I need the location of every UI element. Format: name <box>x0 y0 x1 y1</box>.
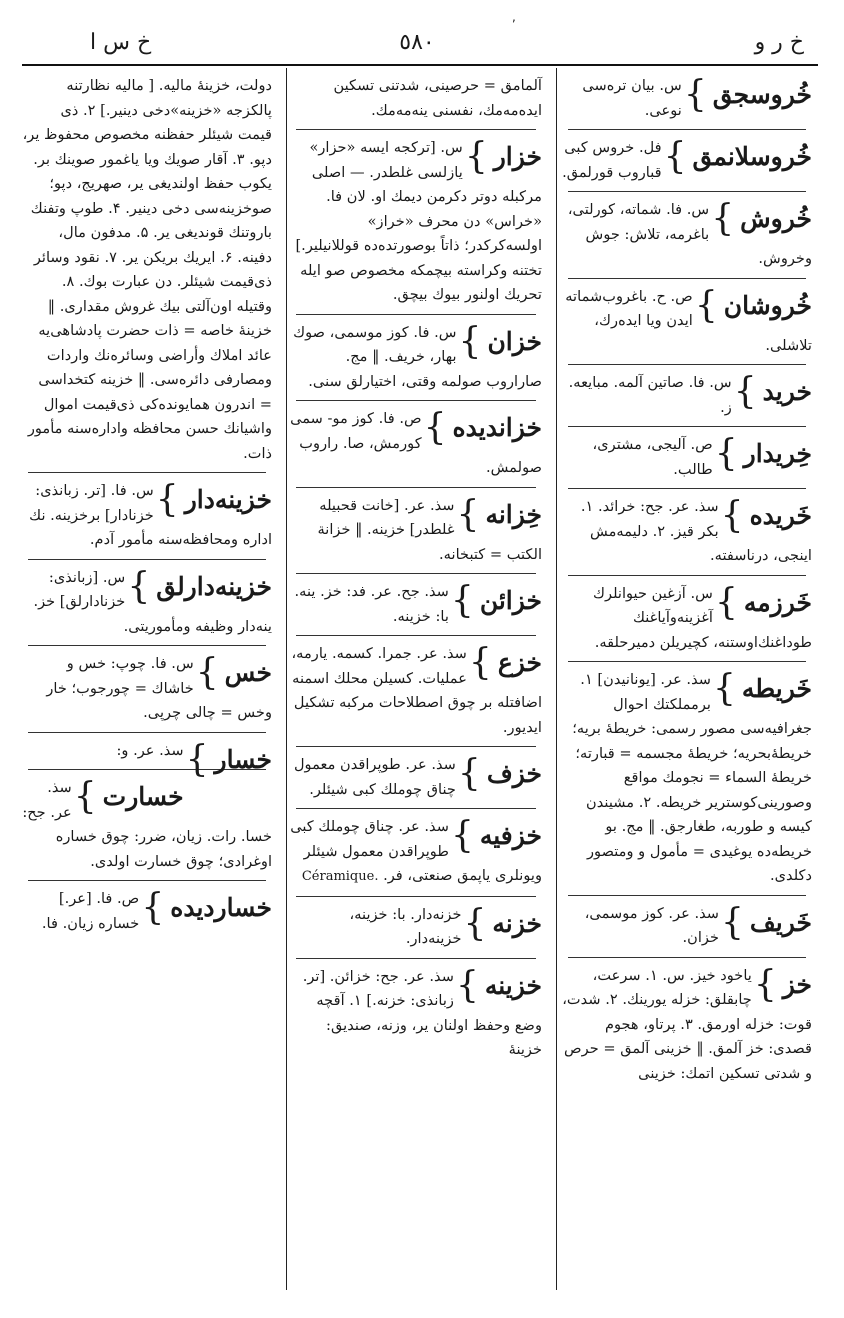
brace-glyph: } <box>721 901 744 943</box>
entry-headword: خُروسلانمق <box>692 142 812 171</box>
dictionary-entry <box>562 668 812 889</box>
dictionary-entry <box>562 198 812 272</box>
entry-separator <box>296 635 536 636</box>
dictionary-entry <box>290 965 542 1063</box>
entry-headword: خزاندیده <box>452 413 542 442</box>
entry-separator <box>568 364 806 365</box>
entry-headword: خزائن <box>479 586 542 615</box>
page-mark: , <box>512 10 516 24</box>
entry-separator <box>28 559 266 560</box>
dictionary-entry <box>22 566 272 640</box>
dictionary-entry <box>290 642 542 740</box>
dictionary-entry <box>562 74 812 123</box>
dictionary-entry <box>290 580 542 629</box>
entry-separator <box>568 957 806 958</box>
entry-headword: خسارت <box>102 782 184 811</box>
dictionary-entry <box>290 321 542 395</box>
entry-definition: س. [ترکجه ایسه «حزار» یازلسی غلطدر. — اصلی مرکبله دوتر دکرمن دیمك او. لان فا. «خراس» دن محرف «خراز» اولسه‌کرکدر؛ ذاتاً بوصورتده‌ده قوللانیلیر.] تختنه وکراسته بیچمکه مخصوص صو ایله تحریك اولنور بیوك بیچق. <box>295 139 542 303</box>
entry-headword: خَریده <box>749 501 812 530</box>
brace-glyph: } <box>455 964 479 1006</box>
entry-definition: س. بیان تره‌سی نوعی. <box>582 77 682 119</box>
brace-glyph: } <box>195 652 219 693</box>
brace-glyph: } <box>714 433 738 474</box>
brace-glyph: } <box>712 668 736 709</box>
dictionary-entry <box>562 371 812 420</box>
middle-column <box>284 68 548 1290</box>
entry-definition: سذ. عر. جمرا. کسمه. یارمه، عملیات. کسیلن محلك اسمنه اضافتله بر چوق اصطلاحات مرکبه تشکیل ایدیور. <box>291 645 542 736</box>
entry-separator <box>568 575 806 576</box>
entry-definition: س. فا. صاتین آلمه. مبایعه. ز. <box>568 374 732 416</box>
entry-definition: س. فا. چوپ: خس و خاشاك = چورجوب؛ خار وخس = چالی چرپی. <box>46 655 272 721</box>
brace-glyph: } <box>711 198 735 239</box>
entry-separator <box>568 191 806 192</box>
brace-glyph: } <box>458 320 482 362</box>
entry-headword: خز <box>782 969 812 999</box>
entry-definition: س. آزغین حیوانلرك آغزینه‌وآیاغنك طوداغنك‌اوستنه، کچیریلن دمیرحلقه. <box>592 584 812 651</box>
entry-separator <box>568 278 806 279</box>
entry-definition: سذ. عر. جح: خزائن. [تر. زبانذی: خزنه.] ۱. آقچه وضع وحفظ اولنان یر، وزنه، صندیق: خزینهٔ <box>302 967 542 1058</box>
entry-separator <box>296 314 536 315</box>
dictionary-entry <box>22 479 272 553</box>
brace-glyph: } <box>714 581 738 623</box>
brace-glyph: } <box>753 963 777 1005</box>
entry-headword: خزار <box>493 142 542 171</box>
entry-definition: خزنه‌دار. با: خزینه، خزینه‌دار. <box>349 905 462 947</box>
entry-headword: خُروشان <box>723 290 812 320</box>
entry-separator <box>296 808 536 809</box>
entry-separator <box>28 732 266 733</box>
entry-definition: فل. خروس کبی قباروب قورلمق. <box>562 139 662 181</box>
entry-separator <box>296 896 536 897</box>
entry-definition: ص. فا. کوز مو- سمی کورمش، صا. راروب صولمش. <box>290 410 542 476</box>
latin-term: Céramique. <box>301 869 379 884</box>
dictionary-entry <box>562 136 812 185</box>
dictionary-entry <box>22 776 272 874</box>
header-right-letters: خ ر و <box>754 30 804 55</box>
entry-headword: خزفیه <box>479 821 542 850</box>
entry-separator <box>568 129 806 130</box>
entry-definition: سذ. عر. طوپراقدن معمول چناق چوملك کبی شیئلر. <box>293 756 456 798</box>
entry-separator <box>28 645 266 646</box>
entry-headword: خَرزمه <box>743 587 812 617</box>
entry-separator <box>296 487 536 488</box>
dictionary-entry <box>562 285 812 359</box>
entry-headword: خزع <box>497 648 542 677</box>
entry-headword: خِریدار <box>743 439 812 468</box>
entry-definition: س. فا. [تر. زبانذی: خزنادار] برخزینه. نك اداره ومحافظه‌سنه مأمور آدم. <box>29 482 272 548</box>
entry-definition: سذ. عر. جح: خرائد. ۱. بکر قیز. ۲. دلیمه‌مش اینجی، درناسفته. <box>580 498 812 564</box>
dictionary-entry <box>290 903 542 952</box>
entry-headword: خَریطه <box>741 674 812 703</box>
brace-glyph: } <box>463 902 487 944</box>
brace-glyph: } <box>185 738 209 780</box>
entry-definition: ص. آلیجی، مشتری، طالب. <box>592 436 713 478</box>
dictionary-entry <box>22 738 272 780</box>
entry-separator <box>296 573 536 574</box>
entry-separator <box>296 129 536 130</box>
entry-separator <box>568 426 806 427</box>
page-number: ٥٨٠ <box>399 30 435 55</box>
brace-glyph: } <box>141 887 165 928</box>
entry-separator <box>28 880 266 881</box>
entry-headword: خسار <box>214 744 272 774</box>
entry-definition: س. فا. کوز موسمی، صوك بهار، خریف. ‖ مج. صاراروب صولمه وقتی، اختیارلق سنی. <box>293 323 542 390</box>
entry-headword: خزان <box>487 326 542 356</box>
entry-headword: خزینه‌دار <box>184 485 272 514</box>
header-left-letters: خ س ا <box>90 30 152 55</box>
brace-glyph: } <box>73 776 97 817</box>
entry-separator <box>296 746 536 747</box>
entry-headword: خس <box>224 658 272 687</box>
brace-glyph: } <box>663 136 687 177</box>
dictionary-entry <box>22 887 272 936</box>
brace-glyph: } <box>468 642 492 683</box>
entry-definition: سذ. عر. چناق چوملك کبی طوپراقدن معمول شیئلر ویونلری یاپمق صنعتی، فر. <box>290 818 542 884</box>
brace-glyph: } <box>423 407 447 448</box>
dictionary-entry <box>562 495 812 569</box>
dictionary-entry <box>562 902 812 951</box>
dictionary-entry <box>290 136 542 308</box>
entry-definition: سذ. عر. [خانت قحبیله غلطدر] خزینه. ‖ خزانة الکتب = کتبخانه. <box>317 496 542 563</box>
entry-headword: خِزانه <box>485 499 542 529</box>
header-rule <box>22 64 818 66</box>
entry-headword: خزف <box>486 759 542 788</box>
entry-headword: خُروسجق <box>712 80 812 109</box>
dictionary-entry <box>562 433 812 482</box>
brace-glyph: } <box>127 565 151 607</box>
entry-separator <box>296 400 536 401</box>
brace-glyph: } <box>733 371 757 412</box>
entry-definition: سذ. عر. [یونانیدن] ۱. برمملکتك احوال جغرافیه‌سی مصور رسمی: خریطهٔ بریه؛ خریطهٔ‌بحریه؛ خریطهٔ مجسمه = قبارته؛ خریطهٔ السماء = نجومك مواقع وصورینی‌کوستریر خریطه. ۲. مشیندن کیسه و طوربه، طغارجق. ‖ مج. بو خریطه‌ده یوغیدی = مأمول و ومتصور دکلدی. <box>572 671 812 884</box>
entry-definition: یاخود خیز. س. ۱. سرعت، چابقلق: خزله یورینك. ۲. شدت، قوت: خزله اورمق. ۳. پرتاو، هجوم قصدی: خز آلمق. ‖ خزینی آلمق = حرص و شدتی تسکین اتمك: خزینی <box>562 966 812 1082</box>
dictionary-entry <box>290 494 542 568</box>
dictionary-entry <box>290 815 542 890</box>
entry-headword: خرید <box>762 377 812 406</box>
entry-separator <box>568 895 806 896</box>
brace-glyph: } <box>450 815 474 856</box>
dictionary-entry <box>562 582 812 656</box>
dictionary-entry <box>22 74 272 466</box>
entry-definition: س. [زبانذی: خزنادارلق] خز. ینه‌دار وظیفه ومأموریتی. <box>33 568 272 635</box>
entry-definition: دولت، خزینهٔ مالیه. [ مالیه نظارتنه پالکزجه «خزینه»دخی دینیر.] ۲. ذی قیمت شیئلر حفظنه مخصوص محفوظ یر، دپو. ۳. آقار صویك ویا یاغمور صوینك بر. یکوب حفظ اولندیغی یر، صهریج، دپو؛ صوخزینه‌سی دخی دینیر. ۴. طوپ وتفنك باروتنك قوندیغی یر. ۵. مدفون مال، دفینه. ۶. ایریك بریکن یر. ۷. نقود وسائر ذی‌قیمت شیئلر. دن عبارت بوك. ۸. وقتیله اون‌آلتی بیك غروش مقداری. ‖ خزینهٔ خاصه = ذات حضرت پادشاهی‌یه عائد املاك وأراضی وسائره‌نك واردات ومصارفی دائره‌سی. ‖ خزینه کتخداسی = اندرون همایونده‌کی ذی‌قیمت اموال واشیانك حسن محافظه واداره‌سنه مأمور ذات. <box>22 77 272 462</box>
entry-definition: سذ. عر. کوز موسمی، خزان. <box>584 904 719 946</box>
entry-definition: ص. ح. باغروب‌شماته ایدن ویا ایده‌رك، تلاشلی. <box>565 287 812 354</box>
entry-definition: آلمامق = حرصینی، شدتنی تسکین ایده‌مه‌مك، نفسنی ینه‌مه‌مك. <box>333 77 542 119</box>
entry-separator <box>296 958 536 959</box>
entry-definition: سذ. جح. عر. فد: خز. ینه. با: خزینه. <box>294 583 449 625</box>
entry-definition: س. فا. شماته، کورلتی، باغرمه، تلاش: جوش وخروش. <box>567 201 812 267</box>
entry-headword: خُروش <box>740 204 812 233</box>
brace-glyph: } <box>456 493 480 535</box>
entry-headword: خزینه <box>484 970 542 1000</box>
entry-separator <box>568 661 806 662</box>
entry-headword: خساردیده <box>170 893 272 922</box>
entry-definition: سذ. عر. و: <box>116 741 184 759</box>
entry-separator <box>568 488 806 489</box>
entry-headword: خَریف <box>749 907 812 937</box>
right-column <box>556 68 818 1290</box>
brace-glyph: } <box>694 284 718 326</box>
brace-glyph: } <box>457 753 481 794</box>
page-header <box>30 20 804 60</box>
entry-headword: خزینه‌دارلق <box>156 571 272 601</box>
brace-glyph: } <box>155 479 179 520</box>
dictionary-entry <box>290 74 542 123</box>
entry-separator <box>28 472 266 473</box>
entry-headword: خزنه <box>492 908 542 938</box>
brace-glyph: } <box>450 580 474 621</box>
left-column <box>16 68 278 1290</box>
brace-glyph: } <box>720 495 744 536</box>
dictionary-entry <box>22 652 272 726</box>
entry-definition: سذ. عر. جح: خسا. رات. زیان، ضرر: چوق خساره اوغرادی؛ چوق خسارت اولدی. <box>22 779 272 870</box>
dictionary-entry <box>290 753 542 802</box>
brace-glyph: } <box>683 74 707 115</box>
dictionary-entry <box>562 964 812 1087</box>
entry-definition: ص. فا. [عر.] خساره زیان. فا. <box>41 890 140 932</box>
dictionary-entry <box>290 407 542 481</box>
brace-glyph: } <box>464 136 488 177</box>
